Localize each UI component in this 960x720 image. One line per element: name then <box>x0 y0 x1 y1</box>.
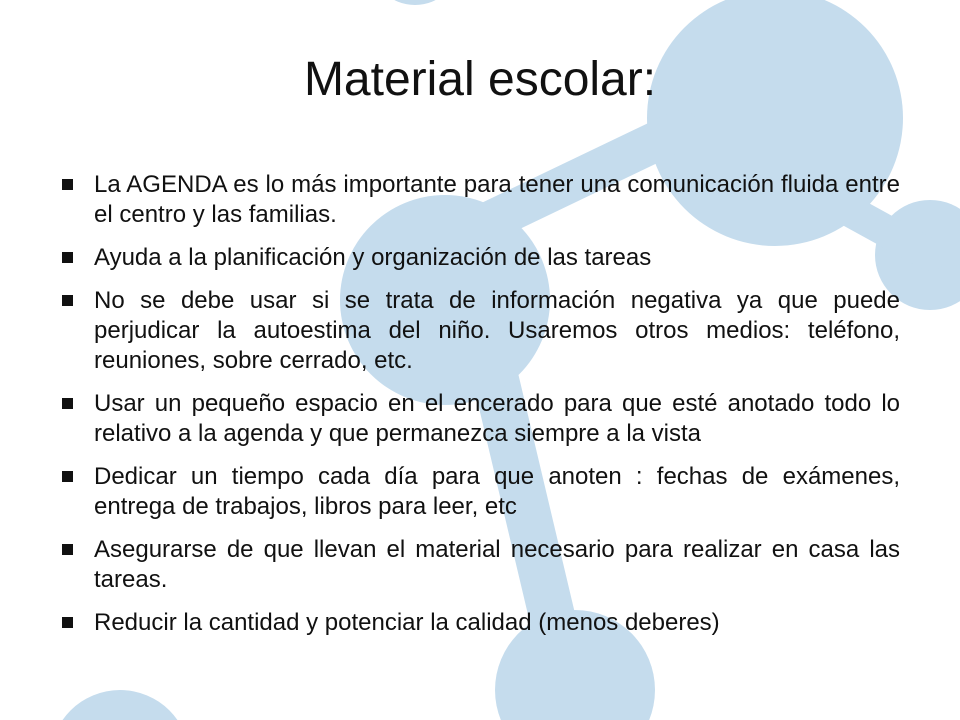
square-bullet-icon <box>62 471 73 482</box>
decoration-circle-bottom-left <box>50 690 190 720</box>
bullet-item <box>62 243 900 273</box>
bullet-text: Ayuda a la planificación y organización de las tareas <box>94 244 652 271</box>
bullet-text: Dedicar un tiempo cada día para que anoten : fechas de exámenes, entrega de trabajos, libros para leer, etc <box>94 463 900 520</box>
bullet-item <box>62 389 900 449</box>
square-bullet-icon <box>62 252 73 263</box>
square-bullet-icon <box>62 295 73 306</box>
bullet-item <box>62 535 900 595</box>
bullet-list <box>62 170 900 651</box>
bullet-text: Reducir la cantidad y potenciar la calidad (menos deberes) <box>94 609 720 636</box>
bullet-item <box>62 462 900 522</box>
bullet-text: Usar un pequeño espacio en el encerado para que esté anotado todo lo relativo a la agenda y que permanezca siempre a la vista <box>94 390 900 447</box>
bullet-text: No se debe usar si se trata de información negativa ya que puede perjudicar la autoestima del niño. Usaremos otros medios: teléfono, reuniones, sobre cerrado, etc. <box>94 287 900 374</box>
square-bullet-icon <box>62 544 73 555</box>
decoration-circle-top <box>370 0 460 5</box>
bullet-text: La AGENDA es lo más importante para tener una comunicación fluida entre el centro y las familias. <box>94 171 900 228</box>
square-bullet-icon <box>62 398 73 409</box>
bullet-item <box>62 286 900 376</box>
square-bullet-icon <box>62 617 73 628</box>
bullet-item <box>62 170 900 230</box>
bullet-item <box>62 608 900 638</box>
square-bullet-icon <box>62 179 73 190</box>
slide-title: Material escolar: <box>303 53 657 106</box>
bullet-text: Asegurarse de que llevan el material necesario para realizar en casa las tareas. <box>94 536 900 593</box>
